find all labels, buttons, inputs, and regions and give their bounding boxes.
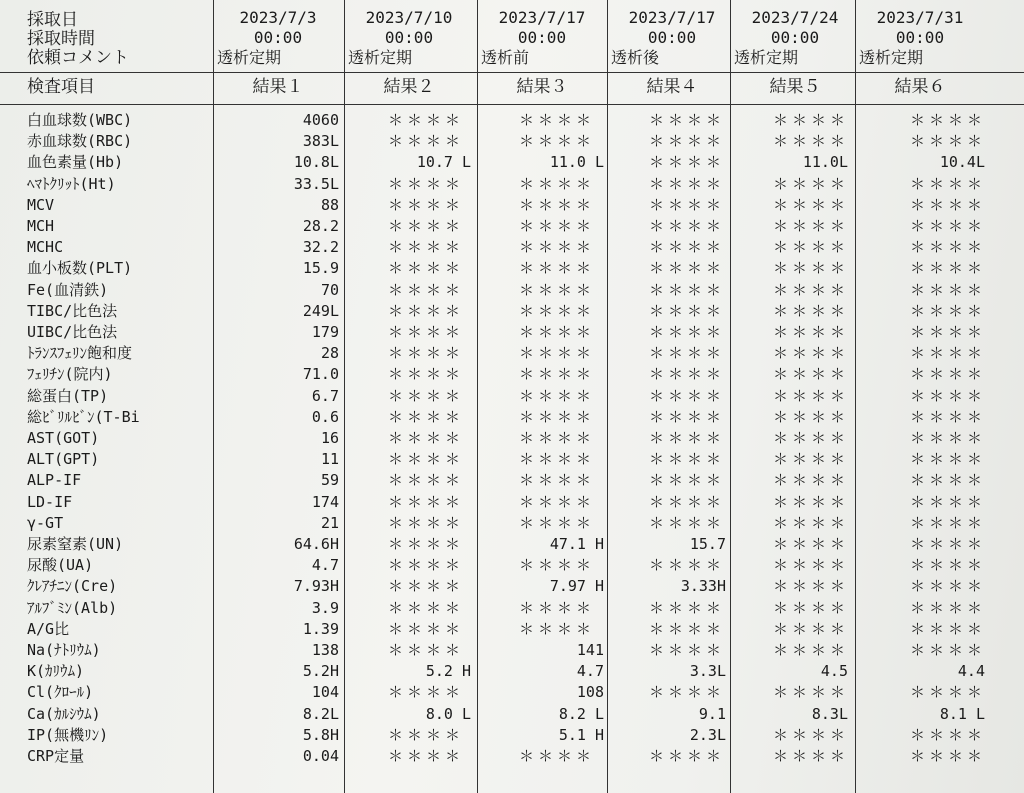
table-row <box>0 746 1024 767</box>
test-item-label: 赤血球数(RBC) <box>27 132 133 151</box>
result-cell: 8.0 L <box>425 704 471 723</box>
result-cell: ＊＊＊＊ <box>388 132 465 151</box>
table-row <box>0 428 1024 449</box>
result-cell: ＊＊＊＊ <box>649 174 726 193</box>
result-cell: ＊＊＊＊ <box>649 747 726 765</box>
header-label-time: 採取時間 <box>27 29 95 49</box>
table-row <box>0 661 1024 682</box>
column-header-2 <box>346 8 472 68</box>
result-cell: 383L <box>302 132 339 151</box>
table-row <box>0 640 1024 661</box>
result-cell: ＊＊＊＊ <box>388 683 465 702</box>
result-cell: 64.6H <box>293 535 339 553</box>
column-header-4 <box>609 8 735 68</box>
table-row <box>0 513 1024 534</box>
result-cell: ＊＊＊＊ <box>910 238 987 257</box>
result-cell: ＊＊＊＊ <box>519 513 596 532</box>
result-cell: ＊＊＊＊ <box>519 132 596 151</box>
result-cell: ＊＊＊＊ <box>910 450 987 469</box>
result-cell: ＊＊＊＊ <box>910 492 987 511</box>
result-cell: 4.5 <box>820 662 848 681</box>
result-cell: 32.2 <box>302 238 339 257</box>
result-cell: ＊＊＊＊ <box>773 471 850 490</box>
result-cell: ＊＊＊＊ <box>773 725 850 744</box>
result-cell: ＊＊＊＊ <box>519 471 596 490</box>
result-cell: ＊＊＊＊ <box>519 195 596 214</box>
result-cell: ＊＊＊＊ <box>519 174 596 193</box>
column-date: 2023/7/31 <box>876 8 964 27</box>
result-cell: ＊＊＊＊ <box>773 492 850 511</box>
result-cell: ＊＊＊＊ <box>388 619 465 638</box>
column-time: 00:00 <box>517 28 567 47</box>
result-cell: ＊＊＊＊ <box>388 386 465 405</box>
test-item-label: 血小板数(PLT) <box>27 259 133 278</box>
table-row <box>0 301 1024 322</box>
test-item-label: A/G比 <box>27 619 70 638</box>
column-date: 2023/7/17 <box>628 8 716 27</box>
result-cell: ＊＊＊＊ <box>773 238 850 257</box>
header-labels <box>27 11 129 68</box>
result-cell: ＊＊＊＊ <box>910 471 987 490</box>
column-date: 2023/7/3 <box>239 8 317 27</box>
result-cell: ＊＊＊＊ <box>910 344 987 363</box>
result-cell: 15.9 <box>302 259 339 278</box>
result-cell: ＊＊＊＊ <box>388 217 465 235</box>
result-cell: ＊＊＊＊ <box>910 683 987 702</box>
result-cell: 6.7 <box>311 386 339 405</box>
result-cell: ＊＊＊＊ <box>519 111 596 129</box>
result-cell: ＊＊＊＊ <box>773 577 850 596</box>
result-cell: 3.3L <box>689 662 726 681</box>
result-cell: ＊＊＊＊ <box>519 556 596 575</box>
result-cell: ＊＊＊＊ <box>649 407 726 426</box>
result-cell: 11.0L <box>802 153 848 172</box>
table-row <box>0 576 1024 597</box>
result-cell: ＊＊＊＊ <box>388 747 465 765</box>
table-row <box>0 534 1024 555</box>
result-cell: ＊＊＊＊ <box>910 195 987 214</box>
test-item-label: 血色素量(Hb) <box>27 153 124 172</box>
result-cell: ＊＊＊＊ <box>649 344 726 363</box>
result-cell: ＊＊＊＊ <box>388 259 465 278</box>
result-cell: ＊＊＊＊ <box>519 619 596 638</box>
result-cell: 1.39 <box>302 619 339 638</box>
test-item-label: γ-GT <box>27 513 64 532</box>
result-cell: ＊＊＊＊ <box>649 619 726 638</box>
table-row <box>0 407 1024 428</box>
result-cell: ＊＊＊＊ <box>649 195 726 214</box>
result-cell: ＊＊＊＊ <box>649 513 726 532</box>
table-row <box>0 386 1024 407</box>
result-cell: ＊＊＊＊ <box>519 280 596 299</box>
result-cell: ＊＊＊＊ <box>910 513 987 532</box>
result-cell: ＊＊＊＊ <box>519 747 596 765</box>
result-cell: ＊＊＊＊ <box>910 407 987 426</box>
test-item-label: MCV <box>27 195 55 214</box>
result-cell: 104 <box>311 683 339 702</box>
result-cell: ＊＊＊＊ <box>773 174 850 193</box>
table-row <box>0 704 1024 725</box>
test-item-label: Fe(血清鉄) <box>27 280 109 299</box>
test-item-label: Ca(ｶﾙｼｳﾑ) <box>27 704 101 723</box>
result-cell: ＊＊＊＊ <box>773 195 850 214</box>
test-item-label: 尿酸(UA) <box>27 556 94 575</box>
result-cell: ＊＊＊＊ <box>910 535 987 553</box>
subheader-divider <box>0 104 1024 105</box>
column-comment: 透析定期 <box>217 48 282 67</box>
result-cell: ＊＊＊＊ <box>910 747 987 765</box>
result-cell: 0.04 <box>302 747 339 765</box>
column-header-3 <box>479 8 605 68</box>
result-cell: ＊＊＊＊ <box>388 556 465 575</box>
table-row <box>0 470 1024 491</box>
result-cell: ＊＊＊＊ <box>773 535 850 553</box>
test-item-label: TIBC/比色法 <box>27 301 118 320</box>
result-cell: ＊＊＊＊ <box>519 238 596 257</box>
result-cell: 8.2L <box>302 704 339 723</box>
result-cell: 21 <box>320 513 339 532</box>
table-row <box>0 492 1024 513</box>
result-cell: ＊＊＊＊ <box>910 598 987 617</box>
result-cell: ＊＊＊＊ <box>388 280 465 299</box>
test-item-label: UIBC/比色法 <box>27 323 118 341</box>
item-column-label: 検査項目 <box>27 77 95 97</box>
result-cell: ＊＊＊＊ <box>773 450 850 469</box>
result-cell: ＊＊＊＊ <box>910 386 987 405</box>
result-cell: ＊＊＊＊ <box>388 577 465 596</box>
result-cell: ＊＊＊＊ <box>388 535 465 553</box>
result-cell: ＊＊＊＊ <box>519 429 596 447</box>
result-cell: ＊＊＊＊ <box>388 407 465 426</box>
table-row <box>0 598 1024 619</box>
column-comment: 透析定期 <box>734 48 799 67</box>
test-item-label: ｸﾚｱﾁﾆﾝ(Cre) <box>27 577 118 596</box>
result-cell: 4060 <box>302 111 339 129</box>
test-item-label: ALP-IF <box>27 471 82 490</box>
result-cell: 141 <box>576 641 604 659</box>
test-item-label: ﾄﾗﾝｽﾌｪﾘﾝ飽和度 <box>27 344 133 363</box>
column-comment: 透析前 <box>481 48 530 67</box>
result-cell: 8.1 L <box>939 704 985 723</box>
result-cell: 70 <box>320 280 339 299</box>
test-item-label: 白血球数(WBC) <box>27 111 133 129</box>
result-cell: 33.5L <box>293 174 339 193</box>
result-cell: ＊＊＊＊ <box>910 132 987 151</box>
result-cell: ＊＊＊＊ <box>773 259 850 278</box>
result-cell: ＊＊＊＊ <box>773 598 850 617</box>
result-cell: ＊＊＊＊ <box>649 598 726 617</box>
result-cell: ＊＊＊＊ <box>773 513 850 532</box>
result-cell: 47.1 H <box>549 535 604 553</box>
result-cell: 10.8L <box>293 153 339 172</box>
result-cell: ＊＊＊＊ <box>519 407 596 426</box>
table-row <box>0 258 1024 279</box>
result-cell: ＊＊＊＊ <box>519 598 596 617</box>
result-cell: ＊＊＊＊ <box>773 301 850 320</box>
result-cell: 11.0 L <box>549 153 604 172</box>
result-cell: ＊＊＊＊ <box>773 365 850 384</box>
result-cell: ＊＊＊＊ <box>773 429 850 447</box>
column-comment: 透析定期 <box>348 48 413 67</box>
result-cell: ＊＊＊＊ <box>649 683 726 702</box>
result-cell: 7.93H <box>293 577 339 596</box>
result-cell: ＊＊＊＊ <box>519 344 596 363</box>
result-column-label: 結果３ <box>516 77 568 97</box>
column-time: 00:00 <box>770 28 820 47</box>
result-cell: 10.7 L <box>416 153 471 172</box>
result-column-label: 結果４ <box>646 77 698 97</box>
result-cell: ＊＊＊＊ <box>910 365 987 384</box>
test-item-label: MCHC <box>27 238 64 257</box>
test-item-label: AST(GOT) <box>27 429 100 447</box>
result-cell: 108 <box>576 683 604 702</box>
table-row <box>0 131 1024 152</box>
result-cell: 5.1 H <box>558 725 604 744</box>
result-cell: 71.0 <box>302 365 339 384</box>
result-cell: 7.97 H <box>549 577 604 596</box>
result-cell: ＊＊＊＊ <box>649 323 726 341</box>
result-cell: 249L <box>302 301 339 320</box>
column-time: 00:00 <box>895 28 945 47</box>
table-row <box>0 619 1024 640</box>
test-item-label: ALT(GPT) <box>27 450 100 469</box>
column-header-1 <box>215 8 341 68</box>
result-cell: ＊＊＊＊ <box>910 217 987 235</box>
header-label-date: 採取日 <box>27 10 78 30</box>
test-item-label: ｱﾙﾌﾞﾐﾝ(Alb) <box>27 598 118 617</box>
result-cell: 3.33H <box>680 577 726 596</box>
table-row <box>0 343 1024 364</box>
test-item-label: 尿素窒素(UN) <box>27 535 124 553</box>
table-row <box>0 555 1024 576</box>
result-cell: 9.1 <box>698 704 726 723</box>
result-cell: ＊＊＊＊ <box>388 492 465 511</box>
result-column-label: 結果６ <box>894 77 946 97</box>
table-row <box>0 322 1024 343</box>
test-item-label: ﾍﾏﾄｸﾘｯﾄ(Ht) <box>27 174 116 193</box>
test-item-label: LD-IF <box>27 492 73 511</box>
result-cell: ＊＊＊＊ <box>910 619 987 638</box>
result-cell: ＊＊＊＊ <box>649 429 726 447</box>
test-item-label: IP(無機ﾘﾝ) <box>27 725 109 744</box>
result-cell: 10.4L <box>939 153 985 172</box>
result-cell: ＊＊＊＊ <box>649 238 726 257</box>
table-row <box>0 364 1024 385</box>
table-row <box>0 237 1024 258</box>
result-cell: ＊＊＊＊ <box>773 641 850 659</box>
table-row <box>0 725 1024 746</box>
result-cell: 4.7 <box>311 556 339 575</box>
result-cell: 138 <box>311 641 339 659</box>
result-cell: ＊＊＊＊ <box>910 301 987 320</box>
test-item-label: ﾌｪﾘﾁﾝ(院内) <box>27 365 113 384</box>
result-cell: ＊＊＊＊ <box>773 407 850 426</box>
test-item-label: MCH <box>27 217 55 235</box>
result-cell: ＊＊＊＊ <box>910 174 987 193</box>
table-row <box>0 216 1024 237</box>
result-cell: ＊＊＊＊ <box>649 153 726 172</box>
result-cell: ＊＊＊＊ <box>910 259 987 278</box>
column-date: 2023/7/10 <box>365 8 453 27</box>
result-cell: ＊＊＊＊ <box>649 280 726 299</box>
column-time: 00:00 <box>647 28 697 47</box>
result-cell: ＊＊＊＊ <box>910 429 987 447</box>
result-cell: ＊＊＊＊ <box>649 111 726 129</box>
result-cell: ＊＊＊＊ <box>773 217 850 235</box>
result-cell: ＊＊＊＊ <box>519 386 596 405</box>
table-row <box>0 152 1024 173</box>
result-cell: ＊＊＊＊ <box>910 280 987 299</box>
table-row <box>0 195 1024 216</box>
result-cell: 5.2H <box>302 662 339 681</box>
test-item-label: 総蛋白(TP) <box>27 386 109 405</box>
result-cell: 4.4 <box>957 662 985 681</box>
result-cell: ＊＊＊＊ <box>649 471 726 490</box>
table-row <box>0 449 1024 470</box>
result-cell: ＊＊＊＊ <box>910 641 987 659</box>
result-cell: ＊＊＊＊ <box>773 280 850 299</box>
result-column-label: 結果２ <box>383 77 435 97</box>
column-date: 2023/7/17 <box>498 8 586 27</box>
result-cell: ＊＊＊＊ <box>388 429 465 447</box>
result-cell: ＊＊＊＊ <box>910 111 987 129</box>
table-row <box>0 174 1024 195</box>
result-cell: 5.8H <box>302 725 339 744</box>
test-item-label: 総ﾋﾞﾘﾙﾋﾞﾝ(T-Bi <box>27 407 140 426</box>
header-divider <box>0 72 1024 73</box>
result-cell: ＊＊＊＊ <box>773 386 850 405</box>
column-date: 2023/7/24 <box>751 8 839 27</box>
result-cell: ＊＊＊＊ <box>649 450 726 469</box>
column-comment: 透析定期 <box>859 48 924 67</box>
result-cell: ＊＊＊＊ <box>773 556 850 575</box>
result-cell: ＊＊＊＊ <box>649 217 726 235</box>
result-cell: ＊＊＊＊ <box>773 111 850 129</box>
result-cell: ＊＊＊＊ <box>388 365 465 384</box>
result-cell: ＊＊＊＊ <box>649 301 726 320</box>
result-cell: ＊＊＊＊ <box>773 683 850 702</box>
result-cell: ＊＊＊＊ <box>388 450 465 469</box>
table-row <box>0 280 1024 301</box>
result-cell: ＊＊＊＊ <box>649 386 726 405</box>
result-cell: ＊＊＊＊ <box>519 259 596 278</box>
result-cell: 0.6 <box>311 407 339 426</box>
result-cell: ＊＊＊＊ <box>519 323 596 341</box>
result-cell: 5.2 H <box>425 662 471 681</box>
result-cell: ＊＊＊＊ <box>388 111 465 129</box>
result-cell: ＊＊＊＊ <box>649 259 726 278</box>
column-header-5 <box>732 8 858 68</box>
result-cell: ＊＊＊＊ <box>388 513 465 532</box>
result-cell: ＊＊＊＊ <box>773 747 850 765</box>
result-cell: ＊＊＊＊ <box>773 344 850 363</box>
column-comment: 透析後 <box>611 48 660 67</box>
result-column-label: 結果１ <box>252 77 304 97</box>
result-cell: ＊＊＊＊ <box>388 598 465 617</box>
result-cell: ＊＊＊＊ <box>773 132 850 151</box>
result-cell: 15.7 <box>689 535 726 553</box>
result-cell: 8.2 L <box>558 704 604 723</box>
result-cell: ＊＊＊＊ <box>649 132 726 151</box>
result-cell: ＊＊＊＊ <box>388 301 465 320</box>
result-cell: ＊＊＊＊ <box>910 577 987 596</box>
result-cell: ＊＊＊＊ <box>388 323 465 341</box>
table-row <box>0 110 1024 131</box>
result-cell: ＊＊＊＊ <box>519 450 596 469</box>
result-cell: ＊＊＊＊ <box>388 725 465 744</box>
result-cell: ＊＊＊＊ <box>773 323 850 341</box>
result-cell: ＊＊＊＊ <box>388 344 465 363</box>
table-row <box>0 682 1024 703</box>
result-cell: 28.2 <box>302 217 339 235</box>
result-cell: ＊＊＊＊ <box>910 725 987 744</box>
result-cell: ＊＊＊＊ <box>649 365 726 384</box>
header-label-comment: 依頼コメント <box>27 48 129 68</box>
result-cell: ＊＊＊＊ <box>388 238 465 257</box>
result-cell: ＊＊＊＊ <box>388 641 465 659</box>
column-header-6 <box>857 8 983 68</box>
result-cell: 174 <box>311 492 339 511</box>
test-item-label: CRP定量 <box>27 747 85 765</box>
result-cell: 59 <box>320 471 339 490</box>
result-cell: 3.9 <box>311 598 339 617</box>
column-time: 00:00 <box>253 28 303 47</box>
result-cell: 28 <box>320 344 339 363</box>
result-cell: 16 <box>320 429 339 447</box>
test-item-label: Na(ﾅﾄﾘｳﾑ) <box>27 641 101 659</box>
result-cell: 2.3L <box>689 725 726 744</box>
test-item-label: K(ｶﾘｳﾑ) <box>27 662 85 681</box>
result-cell: ＊＊＊＊ <box>910 323 987 341</box>
result-cell: ＊＊＊＊ <box>649 556 726 575</box>
result-cell: ＊＊＊＊ <box>519 301 596 320</box>
column-time: 00:00 <box>384 28 434 47</box>
result-cell: ＊＊＊＊ <box>519 492 596 511</box>
result-cell: 11 <box>320 450 339 469</box>
test-item-label: Cl(ｸﾛｰﾙ) <box>27 683 94 702</box>
result-cell: ＊＊＊＊ <box>519 365 596 384</box>
result-cell: ＊＊＊＊ <box>388 174 465 193</box>
result-cell: ＊＊＊＊ <box>649 492 726 511</box>
result-cell: 179 <box>311 323 339 341</box>
result-cell: ＊＊＊＊ <box>519 217 596 235</box>
result-cell: ＊＊＊＊ <box>388 471 465 490</box>
result-cell: ＊＊＊＊ <box>910 556 987 575</box>
result-cell: ＊＊＊＊ <box>773 619 850 638</box>
result-cell: 8.3L <box>811 704 848 723</box>
result-column-label: 結果５ <box>769 77 821 97</box>
result-cell: 88 <box>320 195 339 214</box>
result-cell: 4.7 <box>576 662 604 681</box>
result-cell: ＊＊＊＊ <box>649 641 726 659</box>
result-cell: ＊＊＊＊ <box>388 195 465 214</box>
